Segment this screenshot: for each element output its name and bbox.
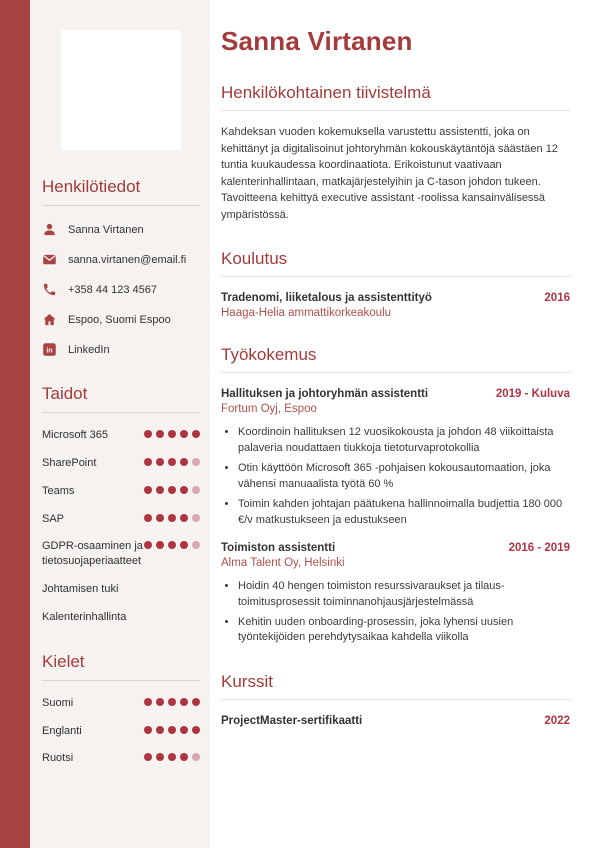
languages-heading: Kielet bbox=[42, 651, 85, 671]
rating-dot bbox=[144, 753, 152, 761]
rating-dot bbox=[144, 514, 152, 522]
rating-dot bbox=[168, 753, 176, 761]
rating-dot bbox=[180, 514, 188, 522]
rating-dot bbox=[192, 514, 200, 522]
rating-dot bbox=[156, 753, 164, 761]
rating-label: SAP bbox=[42, 512, 65, 525]
rating-dot bbox=[144, 541, 152, 549]
rating-row bbox=[42, 539, 200, 569]
rating-row bbox=[42, 428, 200, 443]
rating-label: Microsoft 365 bbox=[42, 429, 109, 441]
user-icon bbox=[42, 222, 57, 237]
rating-label: Kalenterinhallinta bbox=[42, 610, 127, 623]
courses-heading: Kurssit bbox=[221, 672, 273, 692]
rating-dot bbox=[168, 726, 176, 734]
rating-dot bbox=[192, 430, 200, 438]
rating-dot bbox=[192, 753, 200, 761]
rating-dot bbox=[168, 458, 176, 466]
profile-photo-placeholder bbox=[61, 30, 181, 150]
rating-dot bbox=[180, 458, 188, 466]
rating-row bbox=[42, 456, 200, 471]
languages-section bbox=[42, 652, 200, 767]
contact-heading: Henkilötiedot bbox=[42, 177, 141, 196]
rating-dot bbox=[156, 541, 164, 549]
rating-dots bbox=[144, 698, 200, 706]
rating-dot bbox=[156, 458, 164, 466]
rating-dot bbox=[144, 726, 152, 734]
contact-label: Espoo, Suomi Espoo bbox=[68, 313, 171, 326]
contact-label: +358 44 123 4567 bbox=[68, 283, 158, 296]
rating-label: GDPR-osaaminen ja tietosuojaperiaatteet bbox=[42, 540, 143, 568]
section-divider bbox=[221, 372, 570, 373]
name-title: Sanna Virtanen bbox=[221, 26, 413, 56]
courses-entries bbox=[221, 715, 570, 727]
rating-dot bbox=[156, 726, 164, 734]
rating-dot bbox=[180, 698, 188, 706]
entry-title: Tradenomi, liiketalous ja assistenttityö bbox=[221, 292, 432, 304]
section-divider bbox=[42, 680, 200, 681]
rating-dot bbox=[192, 541, 200, 549]
sidebar bbox=[30, 0, 210, 848]
rating-dot bbox=[180, 430, 188, 438]
entry-organization: Haaga-Helia ammattikorkeakoulu bbox=[221, 307, 392, 319]
section-divider bbox=[221, 276, 570, 277]
rating-dot bbox=[180, 726, 188, 734]
rating-row bbox=[42, 696, 200, 711]
rating-label: Ruotsi bbox=[42, 752, 74, 765]
entry-date: 2016 bbox=[544, 292, 570, 304]
rating-dot bbox=[168, 514, 176, 522]
rating-dot bbox=[144, 458, 152, 466]
rating-dots bbox=[144, 541, 200, 549]
contact-label: LinkedIn bbox=[68, 343, 110, 356]
entry-date: 2019 - Kuluva bbox=[495, 388, 570, 400]
main-content bbox=[210, 0, 600, 848]
contact-list bbox=[42, 222, 200, 357]
rating-dot bbox=[180, 753, 188, 761]
rating-dot bbox=[168, 486, 176, 494]
contact-item bbox=[42, 342, 200, 357]
experience-heading: Työkokemus bbox=[221, 345, 317, 364]
contact-item bbox=[42, 222, 200, 237]
rating-row bbox=[42, 484, 200, 499]
rating-label: Teams bbox=[42, 484, 75, 497]
rating-dots bbox=[144, 458, 200, 466]
skills-list bbox=[42, 428, 200, 625]
bullet-item: • Hoidin 40 hengen toimiston resurssivaraukset ja tilaus-toimitusprosessit toiminnanohjausjärjestelmässä bbox=[238, 579, 570, 611]
entry-bullets bbox=[221, 425, 570, 529]
rating-dots bbox=[144, 486, 200, 494]
linkedin-icon bbox=[42, 342, 57, 357]
rating-dot bbox=[156, 514, 164, 522]
rating-dot bbox=[192, 726, 200, 734]
rating-dots bbox=[144, 726, 200, 734]
contact-item bbox=[42, 312, 200, 327]
rating-dot bbox=[192, 698, 200, 706]
languages-list bbox=[42, 696, 200, 767]
education-entries bbox=[221, 292, 570, 319]
rating-dot bbox=[144, 486, 152, 494]
education-heading: Koulutus bbox=[221, 249, 288, 268]
summary-text: Kahdeksan vuoden kokemuksella varustettu assistentti, joka on kehittänyt ja digitalisoinut johtoryhmän kokouskäytäntöjä säästäen 12 tuntia kuukaudessa koordinaatiota. Erikoistunut vaativaan kalenterinhallintaan, matkajärjestelyihin ja C-tason johdon tukeen. Tavoitteena kehittyä executive assistant -roolissa kansainvälisessä ympäristössä. bbox=[221, 126, 558, 221]
entry-header bbox=[221, 388, 570, 400]
entry-bullets bbox=[221, 579, 570, 647]
contact-label: sanna.virtanen@email.fi bbox=[68, 253, 187, 266]
skills-heading: Taidot bbox=[42, 384, 88, 403]
home-icon bbox=[42, 312, 57, 327]
rating-row bbox=[42, 751, 200, 766]
accent-strip bbox=[0, 0, 30, 848]
mail-icon bbox=[42, 252, 57, 267]
entry-title: ProjectMaster-sertifikaatti bbox=[221, 715, 363, 728]
entry-title: Hallituksen ja johtoryhmän assistentti bbox=[221, 388, 429, 400]
rating-dot bbox=[156, 486, 164, 494]
rating-dot bbox=[180, 486, 188, 494]
rating-dots bbox=[144, 514, 200, 522]
rating-label: SharePoint bbox=[42, 456, 97, 469]
contact-item bbox=[42, 282, 200, 297]
rating-dot bbox=[168, 698, 176, 706]
rating-label: Englanti bbox=[42, 724, 82, 737]
rating-label: Suomi bbox=[42, 696, 74, 709]
entry-organization: Alma Talent Oy, Helsinki bbox=[221, 556, 345, 569]
section-divider bbox=[221, 699, 570, 700]
experience-entries bbox=[221, 388, 570, 646]
rating-row bbox=[42, 582, 200, 597]
rating-dot bbox=[168, 541, 176, 549]
entry bbox=[221, 388, 570, 529]
contact-label: Sanna Virtanen bbox=[68, 223, 144, 236]
contact-section bbox=[42, 177, 200, 357]
entry-date: 2016 - 2019 bbox=[508, 541, 570, 554]
skills-section bbox=[42, 384, 200, 625]
rating-dots bbox=[144, 430, 200, 438]
section-divider bbox=[42, 205, 200, 206]
entry-header bbox=[221, 542, 570, 554]
rating-label: Johtamisen tuki bbox=[42, 583, 119, 596]
rating-dot bbox=[192, 486, 200, 494]
summary-heading: Henkilökohtainen tiivistelmä bbox=[221, 83, 431, 102]
summary-section bbox=[221, 83, 570, 223]
rating-row bbox=[42, 512, 200, 527]
entry-title: Toimiston assistentti bbox=[221, 541, 336, 554]
phone-icon bbox=[42, 282, 57, 297]
entry-header bbox=[221, 715, 570, 727]
bullet-item: • Kehitin uuden onboarding-prosessin, joka lyhensi uusien työntekijöiden perehdytysaikaa kahdella viikolla bbox=[238, 615, 570, 647]
rating-dot bbox=[156, 430, 164, 438]
rating-dot bbox=[156, 698, 164, 706]
experience-section bbox=[221, 345, 570, 646]
contact-item bbox=[42, 252, 200, 267]
rating-row bbox=[42, 610, 200, 625]
rating-dot bbox=[144, 698, 152, 706]
bullet-item: • Toimin kahden johtajan päätukena hallinnoimalla budjettia 180 000 €/v matkustukseen ja edustukseen bbox=[238, 497, 570, 529]
svg-text:in: in bbox=[46, 346, 53, 355]
bullet-item: • Otin käyttöön Microsoft 365 -pohjaisen kokousautomaation, joka vähensi manuaalista työtä 60 % bbox=[238, 461, 570, 493]
entry bbox=[221, 542, 570, 647]
rating-dot bbox=[192, 458, 200, 466]
entry-organization: Fortum Oyj, Espoo bbox=[221, 403, 317, 415]
rating-dot bbox=[180, 541, 188, 549]
entry bbox=[221, 292, 570, 319]
entry-header bbox=[221, 292, 570, 304]
section-divider bbox=[221, 110, 570, 111]
entry bbox=[221, 715, 570, 727]
courses-section bbox=[221, 672, 570, 727]
rating-dot bbox=[144, 430, 152, 438]
rating-dot bbox=[168, 430, 176, 438]
rating-row bbox=[42, 724, 200, 739]
rating-dots bbox=[144, 753, 200, 761]
entry-date: 2022 bbox=[544, 715, 570, 728]
education-section bbox=[221, 249, 570, 319]
bullet-item: • Koordinoin hallituksen 12 vuosikokousta ja johdon 48 viikoittaista palaveria noudattaen tiukkoja tietoturvaprotokollia bbox=[238, 425, 570, 457]
section-divider bbox=[42, 412, 200, 413]
